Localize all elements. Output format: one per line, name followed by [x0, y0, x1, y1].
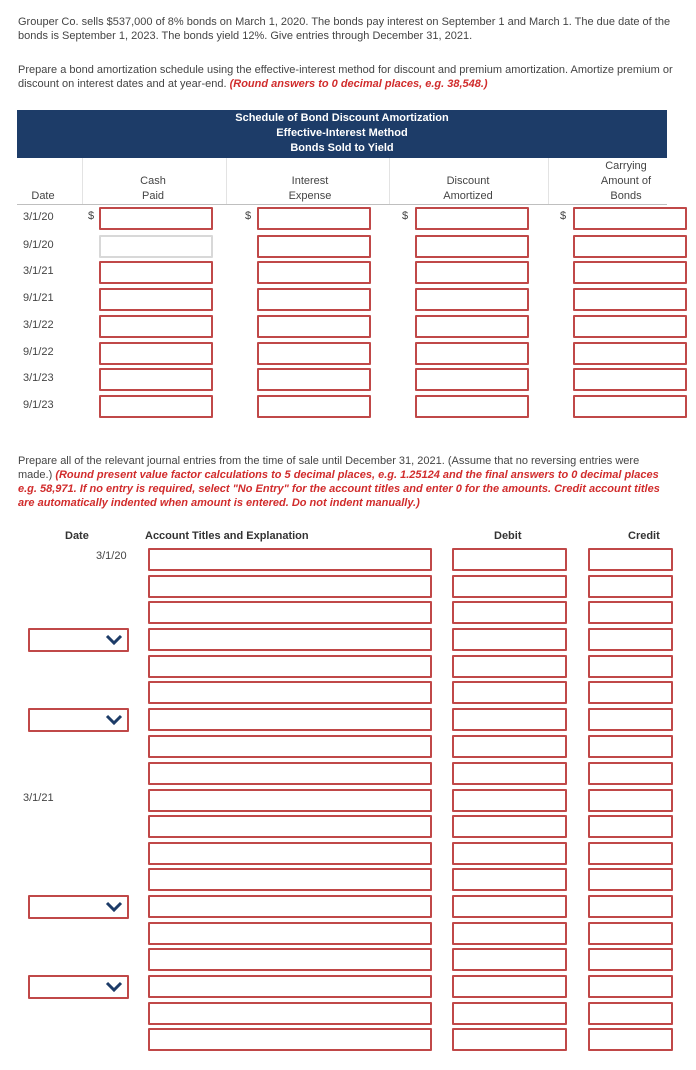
- debit-input[interactable]: [452, 1002, 567, 1025]
- interest-expense-input[interactable]: [257, 261, 371, 284]
- interest-expense-input[interactable]: [257, 368, 371, 391]
- carrying-amount-input[interactable]: [573, 315, 687, 338]
- carrying-amount-input[interactable]: [573, 288, 687, 311]
- credit-input[interactable]: [588, 628, 673, 651]
- schedule-date: 3/1/20: [23, 211, 54, 223]
- column-header-interest-line-1: Interest: [291, 175, 329, 187]
- debit-input[interactable]: [452, 601, 567, 624]
- schedule-date: 3/1/22: [23, 319, 54, 331]
- interest-expense-input[interactable]: [257, 342, 371, 365]
- schedule-date: 9/1/23: [23, 399, 54, 411]
- credit-input[interactable]: [588, 975, 673, 998]
- account-title-input[interactable]: [148, 762, 432, 785]
- credit-input[interactable]: [588, 895, 673, 918]
- currency-symbol: $: [402, 210, 409, 222]
- debit-input[interactable]: [452, 548, 567, 571]
- carrying-amount-input[interactable]: [573, 235, 687, 258]
- date-select[interactable]: [28, 708, 129, 732]
- chevron-down-icon: [104, 978, 124, 996]
- debit-input[interactable]: [452, 735, 567, 758]
- column-header-discount-line-1: Discount: [446, 175, 490, 187]
- column-header-carrying-line-1: Carrying: [605, 160, 647, 172]
- cash-paid-input[interactable]: [99, 261, 213, 284]
- journal-header-debit: Debit: [494, 530, 522, 542]
- column-header-carrying-line-3: Bonds: [610, 190, 642, 202]
- discount-amortized-input[interactable]: [415, 261, 529, 284]
- account-title-input[interactable]: [148, 948, 432, 971]
- chevron-down-icon: [104, 711, 124, 729]
- debit-input[interactable]: [452, 575, 567, 598]
- chevron-down-icon: [104, 898, 124, 916]
- account-title-input[interactable]: [148, 789, 432, 812]
- interest-expense-input[interactable]: [257, 207, 371, 230]
- currency-symbol: $: [245, 210, 252, 222]
- interest-expense-input[interactable]: [257, 288, 371, 311]
- credit-input[interactable]: [588, 708, 673, 731]
- account-title-input[interactable]: [148, 735, 432, 758]
- account-title-input[interactable]: [148, 681, 432, 704]
- discount-amortized-input[interactable]: [415, 368, 529, 391]
- column-header-discount-line-2: Amortized: [443, 190, 493, 202]
- account-title-input[interactable]: [148, 655, 432, 678]
- debit-input[interactable]: [452, 681, 567, 704]
- journal-date: 3/1/20: [96, 550, 127, 562]
- cash-paid-input[interactable]: [99, 207, 213, 230]
- journal-header-credit: Credit: [628, 530, 660, 542]
- discount-amortized-input[interactable]: [415, 207, 529, 230]
- cash-paid-input[interactable]: [99, 315, 213, 338]
- debit-input[interactable]: [452, 895, 567, 918]
- date-select[interactable]: [28, 895, 129, 919]
- schedule-date: 9/1/21: [23, 292, 54, 304]
- cash-paid-input[interactable]: [99, 235, 213, 258]
- credit-input[interactable]: [588, 655, 673, 678]
- credit-input[interactable]: [588, 575, 673, 598]
- credit-input[interactable]: [588, 922, 673, 945]
- debit-input[interactable]: [452, 975, 567, 998]
- account-title-input[interactable]: [148, 815, 432, 838]
- account-title-input[interactable]: [148, 922, 432, 945]
- credit-input[interactable]: [588, 548, 673, 571]
- column-header-cash-line-1: Cash: [140, 175, 166, 187]
- interest-expense-input[interactable]: [257, 315, 371, 338]
- chevron-down-icon: [104, 631, 124, 649]
- account-title-input[interactable]: [148, 708, 432, 731]
- account-title-input[interactable]: [148, 1028, 432, 1051]
- discount-amortized-input[interactable]: [415, 342, 529, 365]
- journal-date: 3/1/21: [23, 792, 54, 804]
- debit-input[interactable]: [452, 655, 567, 678]
- debit-input[interactable]: [452, 868, 567, 891]
- problem-paragraph-1: Grouper Co. sells $537,000 of 8% bonds on March 1, 2020. The bonds pay interest on September 1 and March 1. The due date of the bonds is September 1, 2023. The bonds yield 12%. Give entries through December 31, 2021.: [18, 16, 671, 42]
- credit-input[interactable]: [588, 735, 673, 758]
- journal-header-date: Date: [65, 530, 89, 542]
- account-title-input[interactable]: [148, 1002, 432, 1025]
- credit-input[interactable]: [588, 681, 673, 704]
- schedule-date: 9/1/20: [23, 239, 54, 251]
- cash-paid-input[interactable]: [99, 342, 213, 365]
- cash-paid-input[interactable]: [99, 368, 213, 391]
- column-header-cash-line-2: Paid: [141, 190, 165, 202]
- journal-header-account: Account Titles and Explanation: [145, 530, 309, 542]
- debit-input[interactable]: [452, 762, 567, 785]
- problem-paragraph-2-text: Prepare a bond amortization schedule using the effective-interest method for discount and premium amortization. Amortize premium or discount on interest dates and at year-end.: [18, 64, 673, 90]
- column-header-carrying-amount: [584, 159, 668, 204]
- cash-paid-input[interactable]: [99, 288, 213, 311]
- account-title-input[interactable]: [148, 895, 432, 918]
- debit-input[interactable]: [452, 948, 567, 971]
- column-header-cash-paid: [110, 174, 196, 204]
- discount-amortized-input[interactable]: [415, 395, 529, 418]
- credit-input[interactable]: [588, 1002, 673, 1025]
- column-header-discount-amortized: [424, 174, 512, 204]
- schedule-title-line-2: Effective-Interest Method: [276, 127, 408, 139]
- schedule-title-line-3: Bonds Sold to Yield: [290, 142, 394, 154]
- schedule-date: 3/1/21: [23, 265, 54, 277]
- credit-input[interactable]: [588, 789, 673, 812]
- credit-input[interactable]: [588, 948, 673, 971]
- carrying-amount-input[interactable]: [573, 342, 687, 365]
- schedule-date: 3/1/23: [23, 372, 54, 384]
- discount-amortized-input[interactable]: [415, 235, 529, 258]
- account-title-input[interactable]: [148, 601, 432, 624]
- credit-input[interactable]: [588, 1028, 673, 1051]
- carrying-amount-input[interactable]: [573, 395, 687, 418]
- debit-input[interactable]: [452, 815, 567, 838]
- date-select[interactable]: [28, 628, 129, 652]
- currency-symbol: $: [560, 210, 567, 222]
- debit-input[interactable]: [452, 789, 567, 812]
- column-header-carrying-line-2: Amount of: [600, 175, 652, 187]
- credit-input[interactable]: [588, 601, 673, 624]
- discount-amortized-input[interactable]: [415, 315, 529, 338]
- debit-input[interactable]: [452, 842, 567, 865]
- account-title-input[interactable]: [148, 548, 432, 571]
- discount-amortized-input[interactable]: [415, 288, 529, 311]
- journal-instruction-text: Prepare all of the relevant journal entries from the time of sale until December 31, 2021. (Assume that no reversing entries were made.): [18, 455, 640, 481]
- schedule-title-line-1: Schedule of Bond Discount Amortization: [235, 112, 449, 124]
- interest-expense-input[interactable]: [257, 235, 371, 258]
- interest-expense-input[interactable]: [257, 395, 371, 418]
- credit-input[interactable]: [588, 842, 673, 865]
- schedule-date: 9/1/22: [23, 346, 54, 358]
- schedule-title: [17, 110, 667, 158]
- credit-input[interactable]: [588, 868, 673, 891]
- debit-input[interactable]: [452, 628, 567, 651]
- column-header-interest-expense: [266, 174, 354, 204]
- carrying-amount-input[interactable]: [573, 368, 687, 391]
- carrying-amount-input[interactable]: [573, 261, 687, 284]
- journal-instruction: [18, 454, 668, 510]
- column-header-date: Date: [31, 190, 55, 202]
- carrying-amount-input[interactable]: [573, 207, 687, 230]
- credit-input[interactable]: [588, 815, 673, 838]
- account-title-input[interactable]: [148, 975, 432, 998]
- account-title-input[interactable]: [148, 628, 432, 651]
- debit-input[interactable]: [452, 1028, 567, 1051]
- debit-input[interactable]: [452, 922, 567, 945]
- account-title-input[interactable]: [148, 575, 432, 598]
- credit-input[interactable]: [588, 762, 673, 785]
- currency-symbol: $: [88, 210, 95, 222]
- debit-input[interactable]: [452, 708, 567, 731]
- problem-paragraph-2: [18, 63, 678, 91]
- journal-rounding-instruction: (Round present value factor calculations to 5 decimal places, e.g. 1.25124 and the final answers to 0 decimal places e.g. 58,971. If no entry is required, select "No Entry" for the account titles and enter 0 for the amounts. Credit account titles are automatically indented when amount is entered. Do not indent manually.): [18, 469, 660, 509]
- account-title-input[interactable]: [148, 842, 432, 865]
- column-header-interest-line-2: Expense: [288, 190, 332, 202]
- account-title-input[interactable]: [148, 868, 432, 891]
- cash-paid-input[interactable]: [99, 395, 213, 418]
- date-select[interactable]: [28, 975, 129, 999]
- rounding-instruction: (Round answers to 0 decimal places, e.g. 38,548.): [229, 78, 488, 90]
